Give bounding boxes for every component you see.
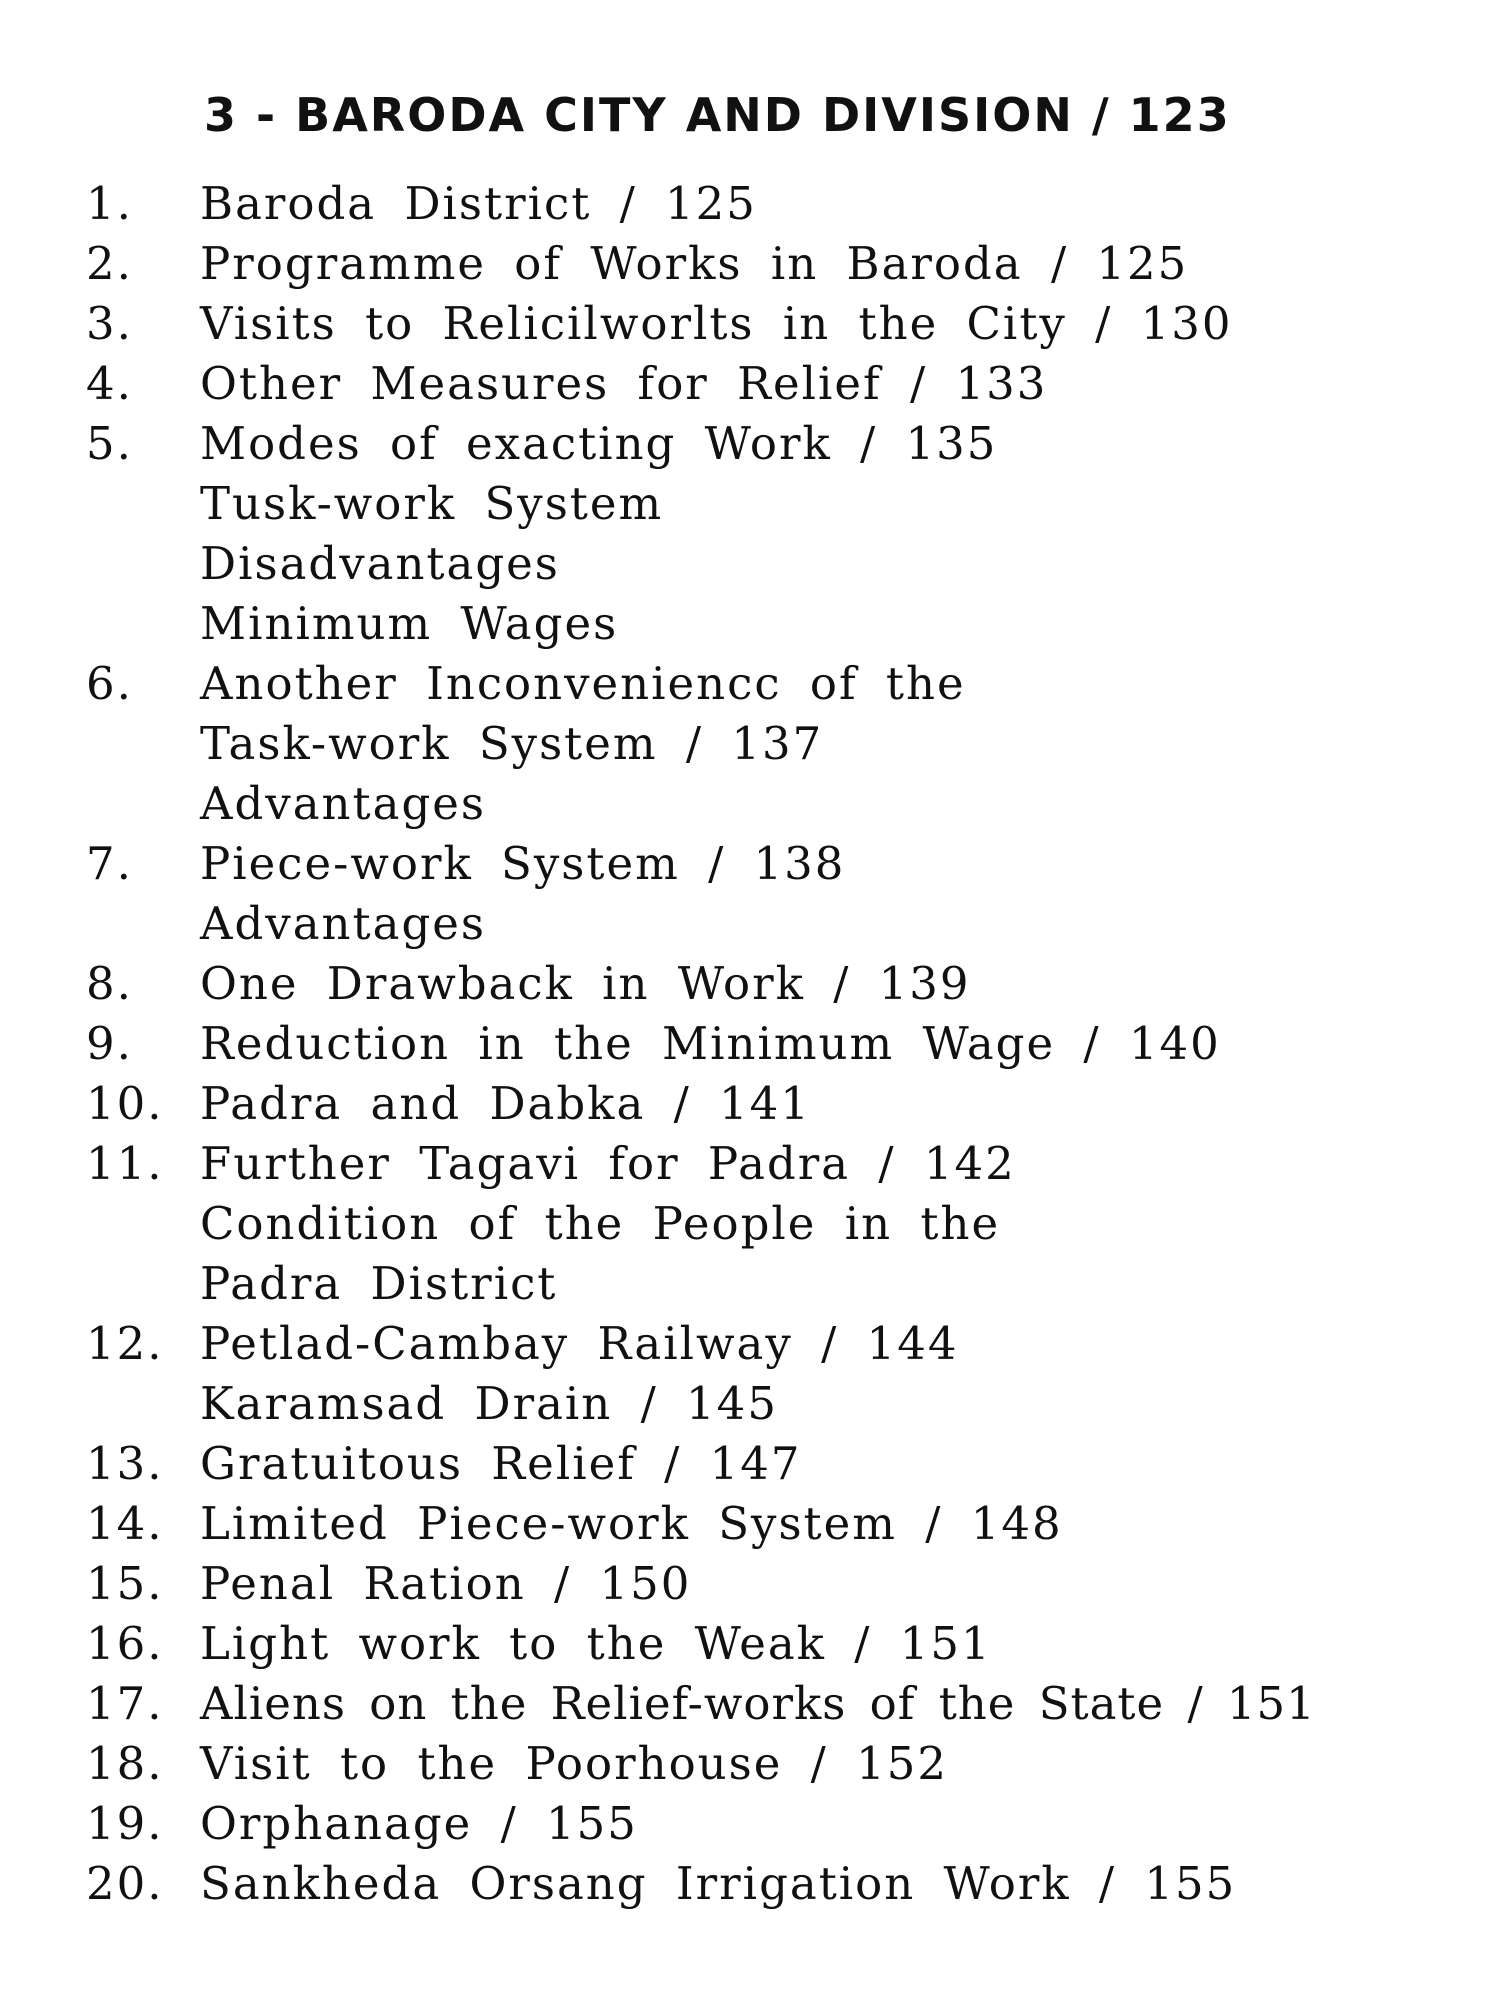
toc-entry	[0, 1134, 1500, 1194]
toc-entry	[0, 1074, 1500, 1134]
toc-entry	[0, 174, 1500, 234]
entry-number: 13.	[86, 1437, 164, 1490]
entry-title: Penal Ration / 150	[200, 1557, 692, 1610]
toc-entry	[0, 1554, 1500, 1614]
toc-entry	[0, 1434, 1500, 1494]
entry-number: 17.	[86, 1677, 164, 1730]
toc-entry	[0, 1734, 1500, 1794]
entry-number: 18.	[86, 1737, 164, 1790]
toc-entry	[0, 954, 1500, 1014]
entry-number: 19.	[86, 1797, 164, 1850]
toc-entry	[0, 1494, 1500, 1554]
entry-title: Light work to the Weak / 151	[200, 1617, 992, 1670]
toc-entry	[0, 834, 1500, 894]
entry-title: Karamsad Drain / 145	[200, 1377, 778, 1430]
entry-title: One Drawback in Work / 139	[200, 957, 971, 1010]
entry-title: Aliens on the Relief-works of the State / 151	[200, 1677, 1316, 1730]
entry-title: Petlad-Cambay Railway / 144	[200, 1317, 959, 1370]
toc-subentry	[0, 894, 1500, 954]
entry-title: Orphanage / 155	[200, 1797, 638, 1850]
toc-entry	[0, 1014, 1500, 1074]
entry-number: 7.	[86, 837, 133, 890]
entry-number: 9.	[86, 1017, 133, 1070]
toc-entry	[0, 1614, 1500, 1674]
toc-subentry	[0, 1194, 1500, 1254]
entry-title: Piece-work System / 138	[200, 837, 846, 890]
entry-title: Visit to the Poorhouse / 152	[200, 1737, 949, 1790]
entry-title: Task-work System / 137	[200, 717, 824, 770]
entry-title: Programme of Works in Baroda / 125	[200, 237, 1189, 290]
toc-subentry	[0, 474, 1500, 534]
entry-title: Other Measures for Relief / 133	[200, 357, 1048, 410]
entry-title: Another Inconveniencc of the	[200, 657, 966, 710]
toc-subentry	[0, 534, 1500, 594]
entry-number: 10.	[86, 1077, 164, 1130]
toc-subentry	[0, 714, 1500, 774]
toc-entry	[0, 1674, 1500, 1734]
entry-number: 6.	[86, 657, 133, 710]
toc-entry	[0, 1794, 1500, 1854]
entry-number: 12.	[86, 1317, 164, 1370]
entry-number: 20.	[86, 1857, 164, 1910]
entry-number: 15.	[86, 1557, 164, 1610]
entry-title: Advantages	[200, 897, 486, 950]
entry-title: Condition of the People in the	[200, 1197, 1001, 1250]
entry-title: Visits to Relicilworlts in the City / 130	[200, 297, 1233, 350]
entry-title: Limited Piece-work System / 148	[200, 1497, 1063, 1550]
entry-title: Sankheda Orsang Irrigation Work / 155	[200, 1857, 1237, 1910]
toc-entry	[0, 654, 1500, 714]
entry-title: Padra and Dabka / 141	[200, 1077, 811, 1130]
entry-number: 14.	[86, 1497, 164, 1550]
entry-title: Padra District	[200, 1257, 558, 1310]
toc-entry	[0, 234, 1500, 294]
toc-subentry	[0, 1374, 1500, 1434]
entry-title: Gratuitous Relief / 147	[200, 1437, 802, 1490]
entry-number: 3.	[86, 297, 133, 350]
entry-number: 11.	[86, 1137, 164, 1190]
entry-number: 4.	[86, 357, 133, 410]
toc-subentry	[0, 774, 1500, 834]
toc-entry	[0, 1854, 1500, 1914]
entry-title: Reduction in the Minimum Wage / 140	[200, 1017, 1221, 1070]
entry-title: Disadvantages	[200, 537, 560, 590]
toc-entry	[0, 414, 1500, 474]
entry-number: 8.	[86, 957, 133, 1010]
toc-subentry	[0, 594, 1500, 654]
entry-title: Further Tagavi for Padra / 142	[200, 1137, 1016, 1190]
chapter-heading: 3 - BARODA CITY AND DIVISION / 123	[204, 88, 1231, 142]
toc-entry	[0, 1314, 1500, 1374]
entry-title: Minimum Wages	[200, 597, 619, 650]
entry-title: Modes of exacting Work / 135	[200, 417, 998, 470]
entry-number: 2.	[86, 237, 133, 290]
entry-title: Advantages	[200, 777, 486, 830]
entry-title: Tusk-work System	[200, 477, 664, 530]
toc-subentry	[0, 1254, 1500, 1314]
toc-entry	[0, 354, 1500, 414]
entry-number: 16.	[86, 1617, 164, 1670]
toc-entry	[0, 294, 1500, 354]
entry-number: 1.	[86, 177, 133, 230]
entry-number: 5.	[86, 417, 133, 470]
entry-title: Baroda District / 125	[200, 177, 757, 230]
